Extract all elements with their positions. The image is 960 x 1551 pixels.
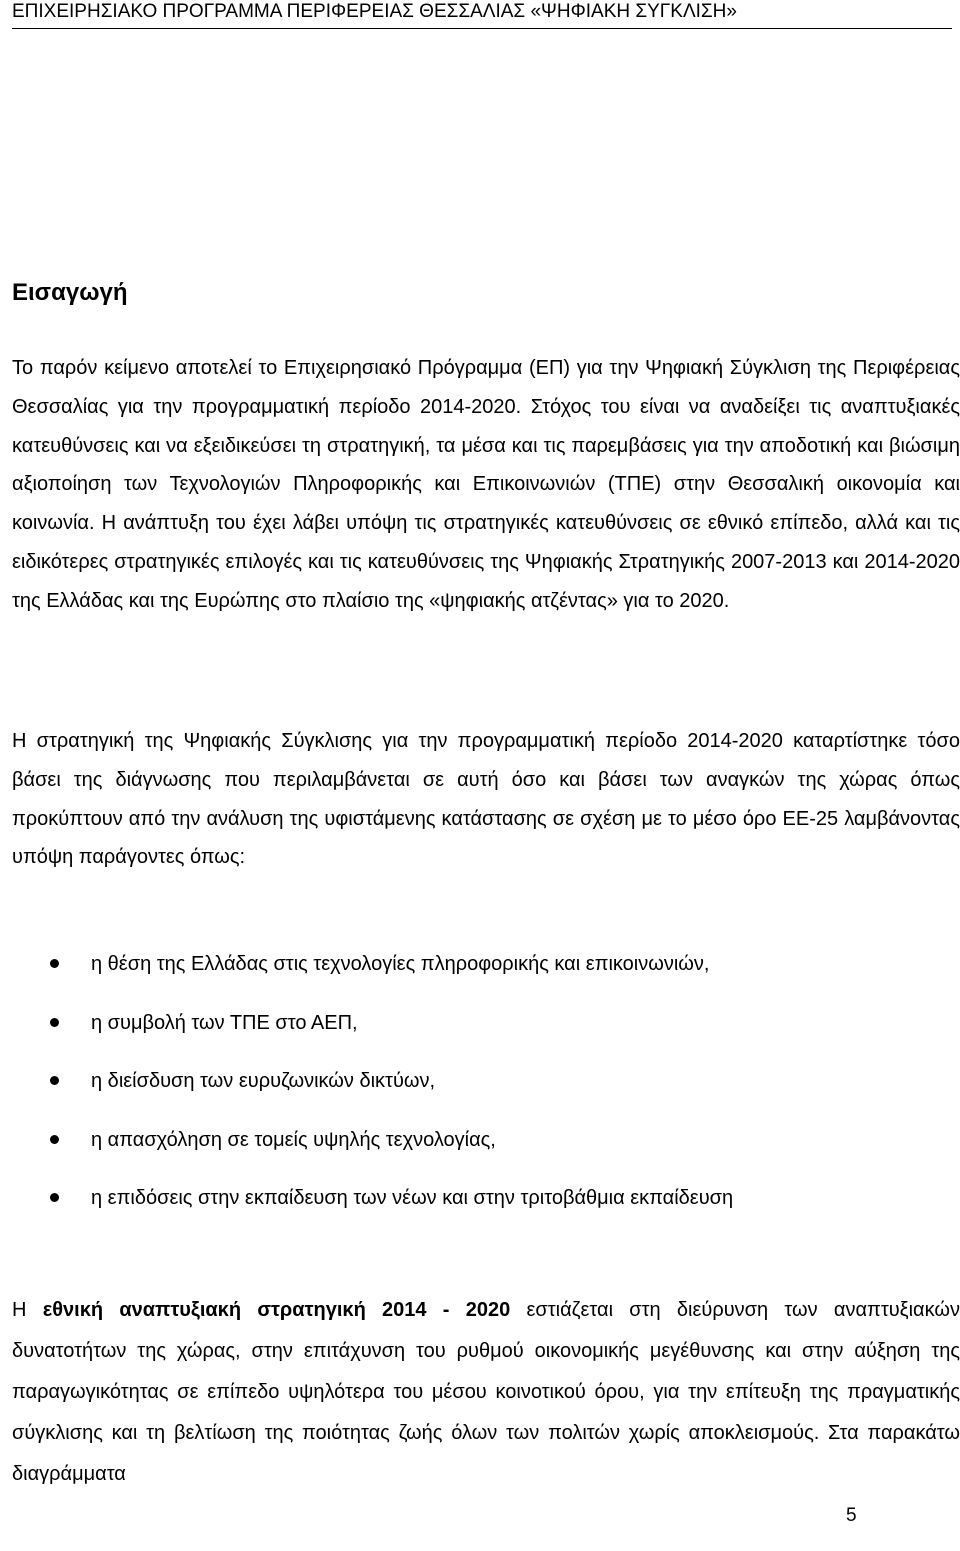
list-item: [12, 1063, 952, 1122]
list-item: [12, 1180, 952, 1239]
list-item: [12, 1122, 952, 1181]
list-item-text: η επιδόσεις στην εκπαίδευση των νέων και στην τριτοβάθμια εκπαίδευση: [91, 1187, 734, 1209]
bullet-icon: [50, 1018, 59, 1027]
list-item-text: η συμβολή των ΤΠΕ στο ΑΕΠ,: [91, 1011, 358, 1034]
section-title: Εισαγωγή: [12, 279, 128, 306]
national-strategy-paragraph: [12, 1290, 960, 1495]
list-item: [12, 946, 952, 1005]
bold-strategy-phrase: εθνική αναπτυξιακή στρατηγική 2014 - 2020: [42, 1299, 511, 1321]
paragraph-body: εστιάζεται στη διεύρυνση των αναπτυξιακών δυνατοτήτων της χώρας, στην επιτάχυνση του ρυθμού οικονομικής μεγέθυνσης και στην αύξηση της παραγωγικότητας σε επίπεδο υψηλότερα του μέσου κοινοτικού όρου, για την επίτευξη της πραγματικής σύγκλισης και τη βελτίωση της ποιότητας ζωής όλων των πολιτών χωρίς αποκλεισμούς. Στα παρακάτω διαγράμματα: [12, 1299, 960, 1485]
factors-list: [12, 946, 952, 1239]
header-title: ΕΠΙΧΕΙΡΗΣΙΑΚΟ ΠΡΟΓΡΑΜΜΑ ΠΕΡΙΦΕΡΕΙΑΣ ΘΕΣΣΑΛΙΑΣ «ΨΗΦΙΑΚΗ ΣΥΓΚΛΙΣΗ»: [12, 1, 737, 22]
intro-paragraph: Το παρόν κείμενο αποτελεί το Επιχειρησιακό Πρόγραμμα (ΕΠ) για την Ψηφιακή Σύγκλιση της Περιφέρειας Θεσσαλίας για την προγραμματική περίοδο 2014-2020. Στόχος του είναι να αναδείξει τις αναπτυξιακές κατευθύνσεις και να εξειδικεύσει τη στρατηγική, τα μέσα και τις παρεμβάσεις για την αποδοτική και βιώσιμη αξιοποίηση των Τεχνολογιών Πληροφορικής και Επικοινωνιών (ΤΠΕ) στην Θεσσαλική οικονομία και κοινωνία. Η ανάπτυξη του έχει λάβει υπόψη τις στρατηγικές κατευθύνσεις σε εθνικό επίπεδο, αλλά και τις ειδικότερες στρατηγικές επιλογές και τις κατευθύνσεις της Ψηφιακής Στρατηγικής 2007-2013 και 2014-2020 της Ελλάδας και της Ευρώπης στο πλαίσιο της «ψηφιακής ατζέντας» για το 2020.: [12, 357, 960, 612]
bullet-icon: [50, 1076, 59, 1085]
list-item-text: η απασχόληση σε τομείς υψηλής τεχνολογίας,: [91, 1128, 496, 1151]
list-item-text: η θέση της Ελλάδας στις τεχνολογίες πληροφορικής και επικοινωνιών,: [91, 953, 710, 975]
list-item-text: η διείσδυση των ευρυζωνικών δικτύων,: [91, 1070, 436, 1092]
paragraph-lead: Η: [12, 1299, 27, 1321]
strategy-paragraph: Η στρατηγική της Ψηφιακής Σύγκλισης για την προγραμματική περίοδο 2014-2020 καταρτίστηκε τόσο βάσει της διάγνωσης που περιλαμβάνεται σε αυτή όσο και βάσει των αναγκών της χώρας όπως προκύπτουν από την ανάλυση της υφιστάμενης κατάστασης σε σχέση με το μέσο όρο ΕΕ-25 λαμβάνοντας υπόψη παράγοντες όπως:: [12, 730, 960, 869]
page-header: [12, 0, 952, 29]
bullet-icon: [50, 1193, 59, 1202]
bullet-icon: [50, 1135, 59, 1144]
list-item: [12, 1005, 952, 1064]
page-number: 5: [846, 1505, 857, 1526]
bullet-icon: [50, 959, 59, 968]
